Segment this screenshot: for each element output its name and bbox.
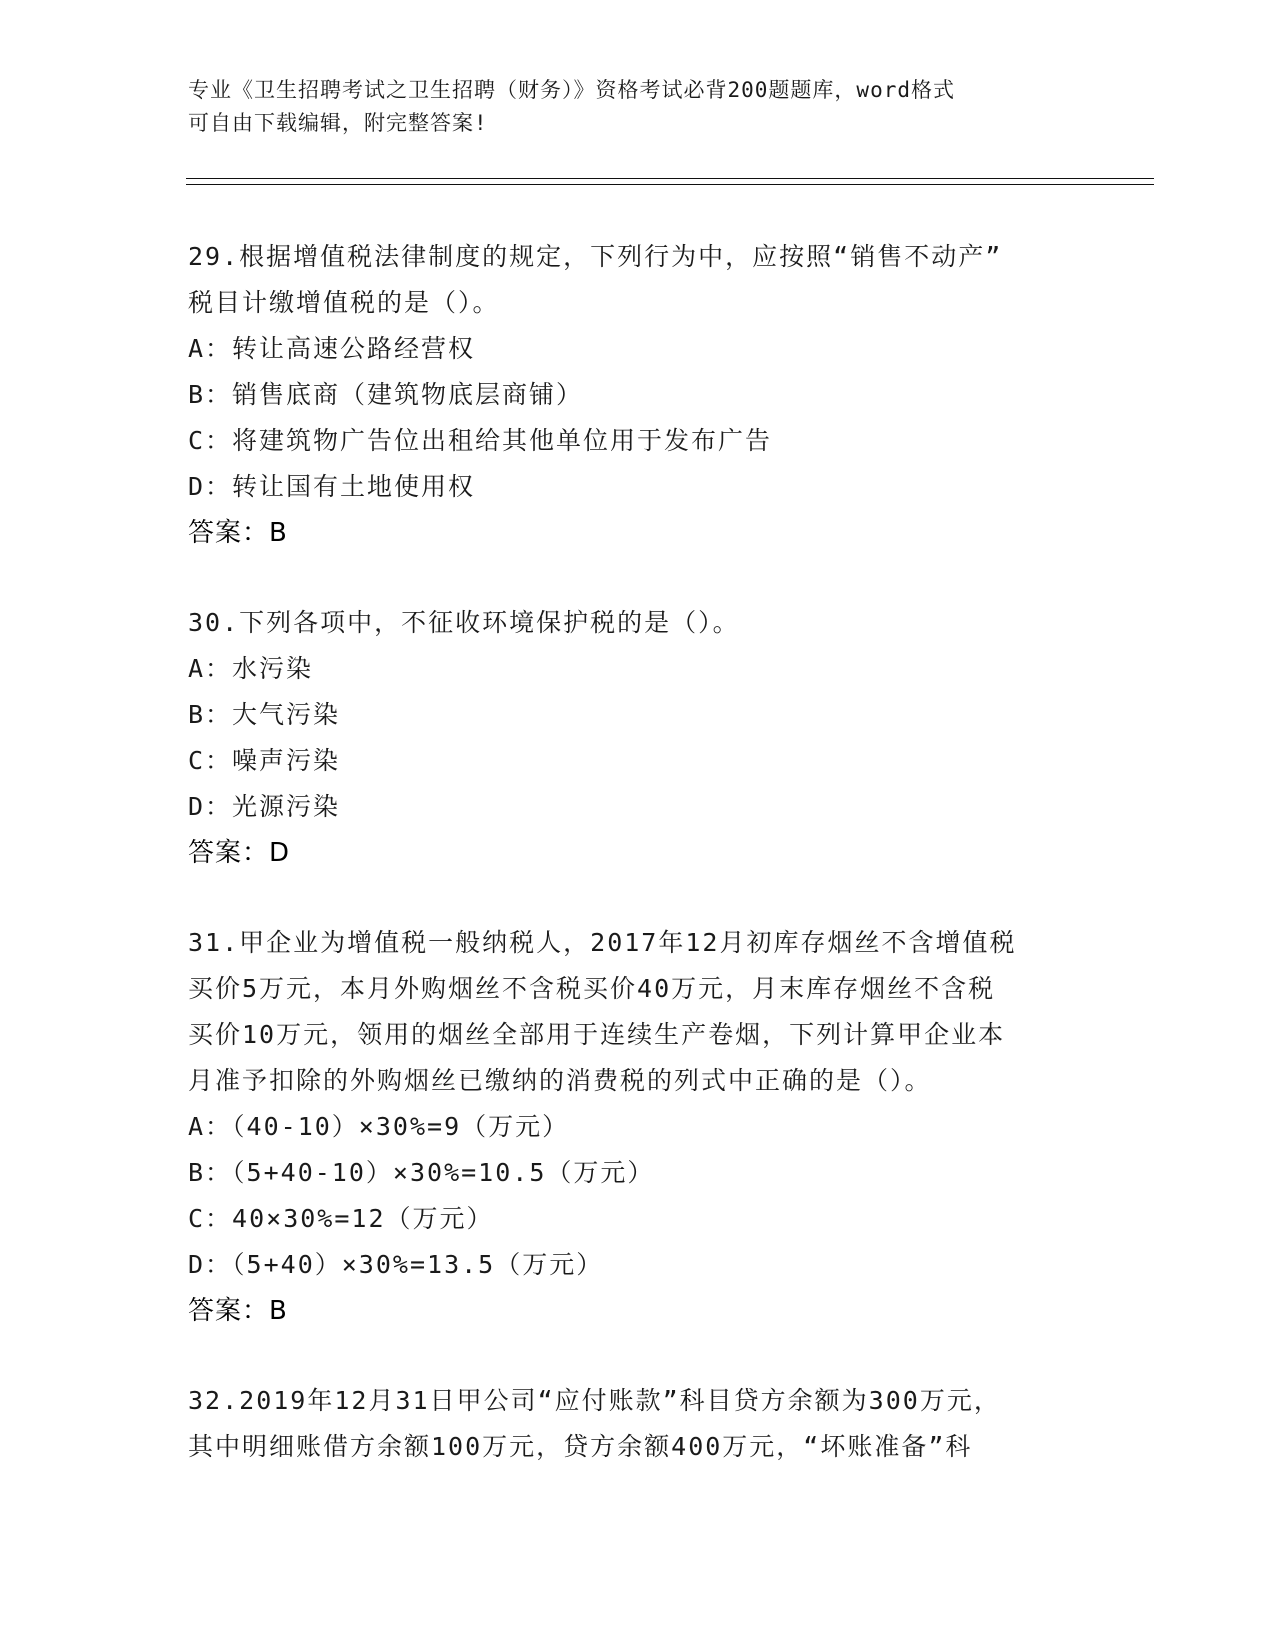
question-list [188, 234, 1088, 1470]
option-a: A：水污染 [188, 654, 314, 683]
question-30 [188, 600, 1088, 876]
question-text-line: 月准予扣除的外购烟丝已缴纳的消费税的列式中正确的是（）。 [188, 1066, 932, 1095]
question-31 [188, 920, 1088, 1334]
question-text-line: 买价10万元，领用的烟丝全部用于连续生产卷烟，下列计算甲企业本 [188, 1020, 1006, 1049]
option-d: D：（5+40）×30%=13.5（万元） [188, 1250, 604, 1279]
question-text-line: 31.甲企业为增值税一般纳税人，2017年12月初库存烟丝不含增值税 [188, 928, 1017, 957]
option-d: D：转让国有土地使用权 [188, 472, 476, 501]
option-c: C：40×30%=12（万元） [188, 1204, 494, 1233]
question-text-line: 29.根据增值税法律制度的规定，下列行为中，应按照“销售不动产” [188, 242, 1003, 271]
option-c: C：将建筑物广告位出租给其他单位用于发布广告 [188, 426, 773, 455]
header-divider-bottom [186, 184, 1154, 185]
option-a: A：转让高速公路经营权 [188, 334, 476, 363]
question-text-line: 32.2019年12月31日甲公司“应付账款”科目贷方余额为300万元， [188, 1386, 1001, 1415]
answer-line: 答案：B [188, 518, 288, 548]
option-b: B：销售底商（建筑物底层商铺） [188, 380, 584, 409]
option-b: B：大气污染 [188, 700, 341, 729]
question-29 [188, 234, 1088, 556]
question-text-line: 30.下列各项中，不征收环境保护税的是（）。 [188, 608, 740, 637]
answer-line: 答案：D [188, 838, 291, 868]
question-32 [188, 1378, 1088, 1470]
document-header [188, 74, 1068, 140]
option-b: B：（5+40-10）×30%=10.5（万元） [188, 1158, 655, 1187]
header-line-1: 专业《卫生招聘考试之卫生招聘（财务）》资格考试必背200题题库，word格式 [188, 78, 955, 102]
answer-line: 答案：B [188, 1296, 288, 1326]
option-a: A：（40-10）×30%=9（万元） [188, 1112, 570, 1141]
header-divider-top [186, 178, 1154, 179]
option-d: D：光源污染 [188, 792, 341, 821]
option-c: C：噪声污染 [188, 746, 341, 775]
question-text-line: 税目计缴增值税的是（）。 [188, 288, 500, 317]
header-line-2: 可自由下载编辑，附完整答案! [188, 111, 488, 135]
question-text-line: 其中明细账借方余额100万元，贷方余额400万元，“坏账准备”科 [188, 1432, 973, 1461]
question-text-line: 买价5万元，本月外购烟丝不含税买价40万元，月末库存烟丝不含税 [188, 974, 996, 1003]
